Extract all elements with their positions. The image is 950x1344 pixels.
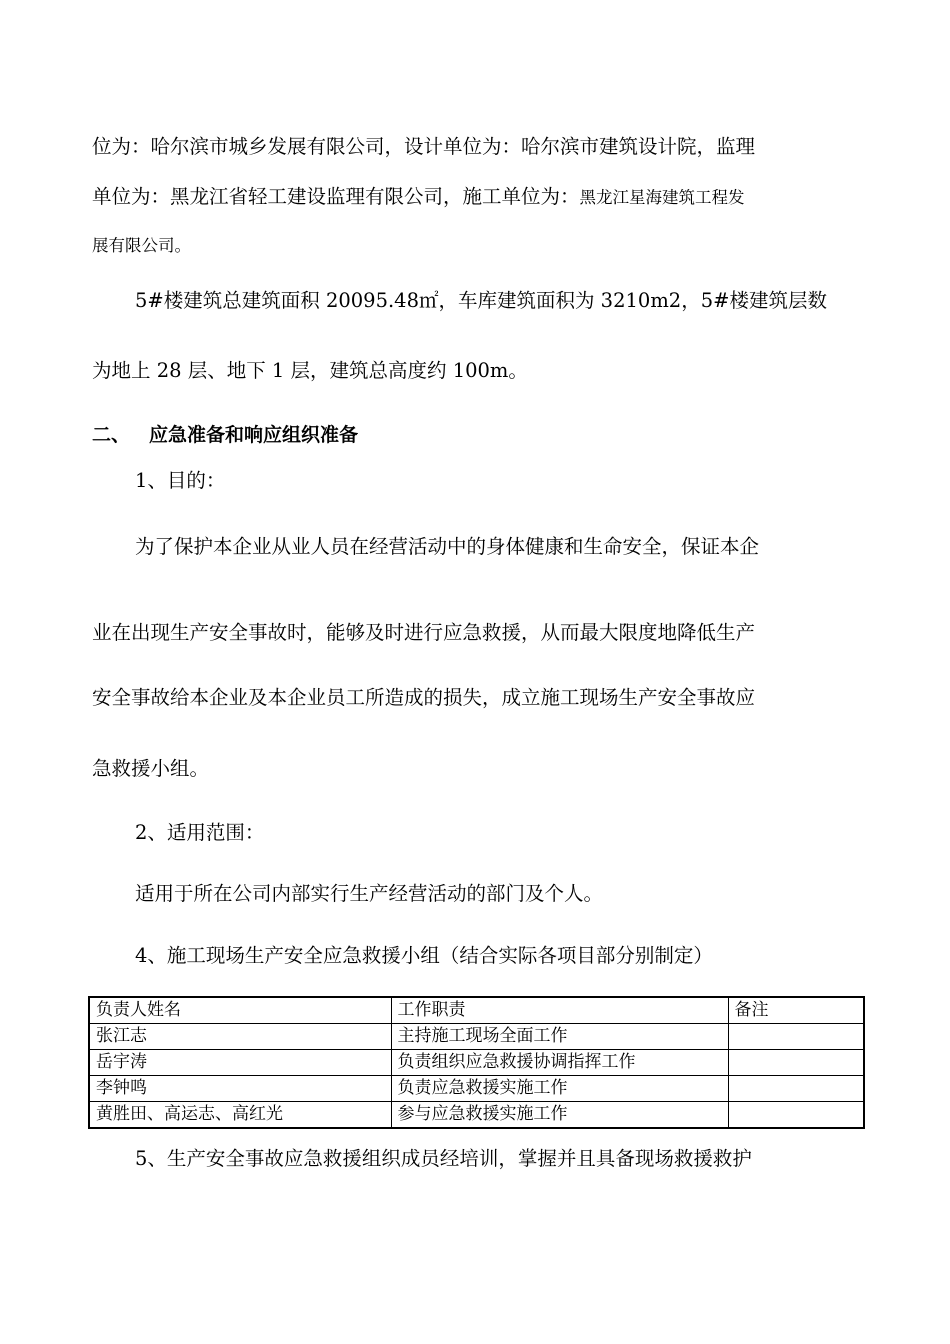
- cell-remark: [728, 1076, 864, 1102]
- paragraph-line: 为地上 28 层、地下 1 层，建筑总高度约 100m。: [92, 359, 528, 382]
- header-duty: 工作职责: [391, 997, 728, 1024]
- paragraph-line: 业在出现生产安全事故时，能够及时进行应急救援，从而最大限度地降低生产: [92, 621, 756, 644]
- table-row: [89, 1050, 864, 1076]
- paragraph-line: 急救援小组。: [92, 757, 210, 780]
- item-title: 1、目的：: [135, 469, 226, 492]
- header-remark: 备注: [728, 997, 864, 1024]
- paragraph-line: 位为：哈尔滨市城乡发展有限公司，设计单位为：哈尔滨市建筑设计院，监理: [92, 135, 756, 158]
- paragraph-line: 安全事故给本企业及本企业员工所造成的损失，成立施工现场生产安全事故应: [92, 686, 756, 709]
- rescue-team-table: [88, 996, 865, 1129]
- cell-name: 李钟鸣: [89, 1076, 391, 1102]
- item-title: 2、适用范围：: [135, 821, 265, 844]
- section-title: 应急准备和响应组织准备: [149, 424, 359, 446]
- section-number: 二、: [92, 424, 131, 446]
- paragraph-line: 5#楼建筑总建筑面积 20095.48㎡，车库建筑面积为 3210m2，5#楼建筑层数: [135, 289, 827, 312]
- cell-duty: 负责组织应急救援协调指挥工作: [391, 1050, 728, 1076]
- paragraph-line: 适用于所在公司内部实行生产经营活动的部门及个人。: [135, 882, 604, 905]
- paragraph-line: 5、生产安全事故应急救援组织成员经培训，掌握并且具备现场救援救护: [135, 1147, 752, 1170]
- cell-duty: 参与应急救援实施工作: [391, 1102, 728, 1129]
- paragraph-line: [92, 184, 745, 211]
- cell-name: 张江志: [89, 1024, 391, 1050]
- paragraph-line: 展有限公司。: [92, 236, 191, 255]
- item-title: 4、施工现场生产安全应急救援小组（结合实际各项目部分别制定）: [135, 944, 713, 967]
- section-heading: [92, 422, 358, 448]
- cell-name: 岳宇涛: [89, 1050, 391, 1076]
- cell-duty: 负责应急救援实施工作: [391, 1076, 728, 1102]
- cell-remark: [728, 1050, 864, 1076]
- table-row: [89, 1024, 864, 1050]
- table-row: [89, 1102, 864, 1129]
- cell-duty: 主持施工现场全面工作: [391, 1024, 728, 1050]
- table-header-row: [89, 997, 864, 1024]
- cell-remark: [728, 1102, 864, 1129]
- paragraph-text-small: 黑龙江星海建筑工程发: [579, 188, 745, 207]
- cell-name: 黄胜田、高运志、高红光: [89, 1102, 391, 1129]
- paragraph-line: 为了保护本企业从业人员在经营活动中的身体健康和生命安全，保证本企: [135, 535, 760, 558]
- header-name: 负责人姓名: [89, 997, 391, 1024]
- table-row: [89, 1076, 864, 1102]
- cell-remark: [728, 1024, 864, 1050]
- paragraph-text: 单位为：黑龙江省轻工建设监理有限公司，施工单位为：: [92, 185, 580, 208]
